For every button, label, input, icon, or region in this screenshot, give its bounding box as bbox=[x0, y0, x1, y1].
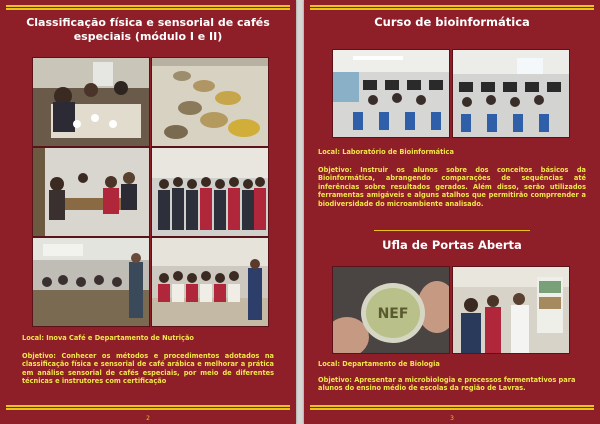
group-photo bbox=[151, 147, 269, 237]
left-local-text: Local: Inova Café e Departamento de Nutrição bbox=[22, 334, 194, 342]
top-stripe bbox=[310, 5, 594, 10]
right-page bbox=[304, 0, 600, 424]
petri-dish-photo bbox=[332, 266, 450, 354]
left-page bbox=[0, 0, 296, 424]
bioinformatics-local-text: Local: Laboratório de Bioinformática bbox=[318, 148, 454, 156]
open-doors-title: Ufla de Portas Aberta bbox=[382, 238, 522, 252]
students-at-tables-photo bbox=[32, 147, 150, 237]
bioinformatics-lab-photo-1 bbox=[332, 49, 450, 138]
bottom-stripe bbox=[310, 405, 594, 410]
coffee-tasting-class-photo bbox=[32, 57, 150, 147]
open-doors-objective-text: Objetivo: Apresentar a microbiologia e processos fermentativos para alunos do ensino médio de escolas da região de Lavras. bbox=[318, 376, 576, 393]
bioinformatics-title: Curso de bioinformática bbox=[374, 15, 530, 29]
page-number: 2 bbox=[146, 415, 150, 422]
top-stripe bbox=[6, 5, 290, 10]
bioinformatics-lab-photo-2 bbox=[452, 49, 570, 138]
bioinformatics-objective-text: Objetivo: Instruir os alunos sobre dos conceitos básicos da Bioinformática, abrangendo comparações de sequências até inferências sobre resultados gerados. Além disso, serão utilizados ferramentas amigáveis e alguns atalhos que permitirão comprrender a biodiversidade do microambiente analisado. bbox=[318, 166, 586, 208]
left-objective-text: Objetivo: Conhecer os métodos e procedimentos adotados na classificação física e sensorial de café arábica e melhorar a prática em análise sensorial de cafés especiais, por meio de diferentes técnicas e instrutores com certificação bbox=[22, 352, 274, 386]
lab-visit-photo bbox=[452, 266, 570, 354]
left-page-title: Classificação física e sensorial de cafés especiais (módulo I e II) bbox=[26, 16, 270, 43]
page-number: 3 bbox=[450, 415, 454, 422]
open-doors-local-text: Local: Departamento de Biologia bbox=[318, 360, 440, 368]
coffee-cups-closeup-photo bbox=[151, 57, 269, 147]
svg-text:NEF: NEF bbox=[377, 306, 409, 322]
group-photo-2 bbox=[151, 237, 269, 327]
section-divider bbox=[374, 230, 530, 231]
bottom-stripe bbox=[6, 405, 290, 410]
lecture-room-photo bbox=[32, 237, 150, 327]
